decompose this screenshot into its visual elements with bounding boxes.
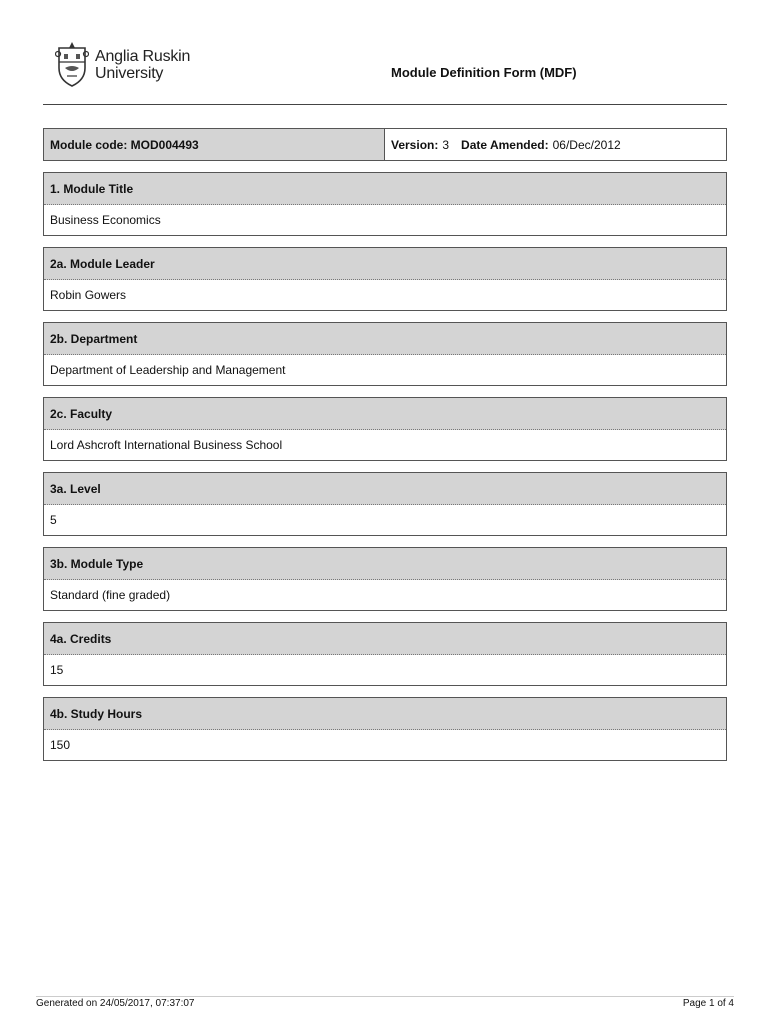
section-heading: 3a. Level <box>44 473 726 505</box>
section-heading: 3b. Module Type <box>44 548 726 580</box>
logo-line1: Anglia Ruskin <box>95 48 191 65</box>
version-date <box>385 129 726 160</box>
version-label: Version: <box>391 137 439 152</box>
logo-line2: University <box>95 65 164 82</box>
section-heading: 2b. Department <box>44 323 726 355</box>
university-logo <box>55 38 225 90</box>
section-value: Lord Ashcroft International Business School <box>50 438 283 452</box>
section-heading: 2a. Module Leader <box>44 248 726 280</box>
section-value: Robin Gowers <box>50 288 127 302</box>
section-heading: 4a. Credits <box>44 623 726 655</box>
section-faculty <box>43 397 727 461</box>
section-value: 15 <box>50 663 64 677</box>
date-amended-label: Date Amended: <box>461 137 549 152</box>
section-module-leader <box>43 247 727 311</box>
page-footer <box>36 996 734 1009</box>
section-heading: 1. Module Title <box>44 173 726 205</box>
version-value: 3 <box>442 137 450 152</box>
section-module-type <box>43 547 727 611</box>
section-credits <box>43 622 727 686</box>
module-summary <box>43 128 727 161</box>
date-amended-value: 06/Dec/2012 <box>552 137 621 152</box>
section-heading: 4b. Study Hours <box>44 698 726 730</box>
page-header <box>43 38 727 105</box>
section-value: Business Economics <box>50 213 161 227</box>
section-heading: 2c. Faculty <box>44 398 726 430</box>
section-value: Department of Leadership and Management <box>50 363 286 377</box>
section-value: Standard (fine graded) <box>50 588 171 602</box>
section-study-hours <box>43 697 727 761</box>
section-module-title <box>43 172 727 236</box>
document-title: Module Definition Form (MDF) <box>391 65 577 80</box>
section-department <box>43 322 727 386</box>
section-value: 150 <box>50 738 71 752</box>
crest-icon <box>55 40 89 88</box>
generated-timestamp: Generated on 24/05/2017, 07:37:07 <box>36 998 195 1009</box>
section-level <box>43 472 727 536</box>
section-value: 5 <box>50 513 57 527</box>
page-number: Page 1 of 4 <box>682 998 734 1009</box>
module-code: Module code: MOD004493 <box>44 129 385 160</box>
